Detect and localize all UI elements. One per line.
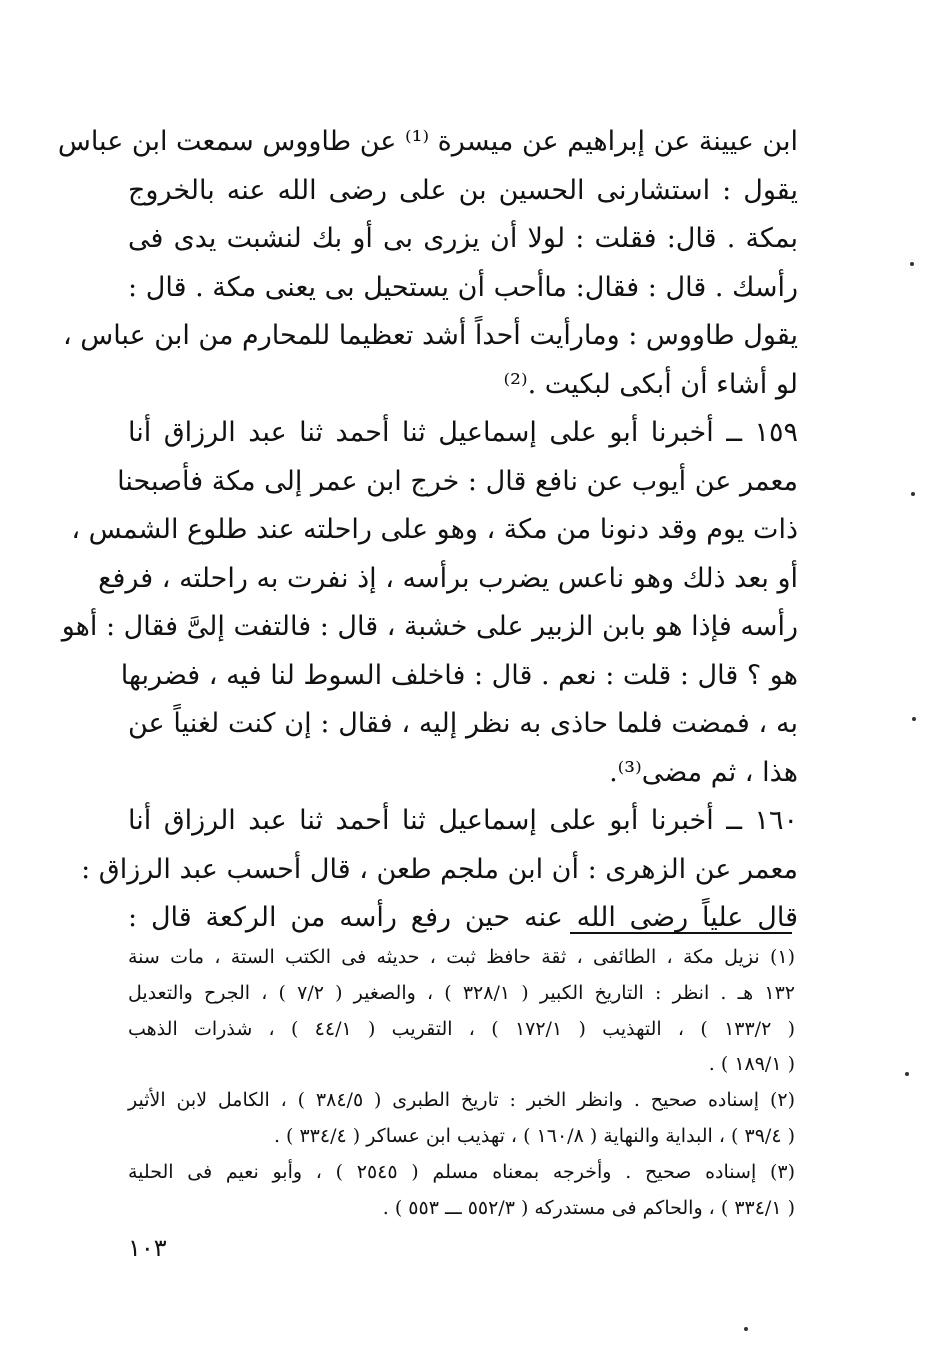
text-line: قال علياً رضى الله عنه حين رفع رأسه من الركعة قال : <box>128 902 798 933</box>
text-line: معمر عن أيوب عن نافع قال : خرج ابن عمر إلى مكة فأصبحنا <box>117 465 798 497</box>
text-line: يقول طاووس : ومارأيت أحداً أشد تعظيما للمحارم من ابن عباس ، <box>62 320 798 351</box>
text-line: هذا ، ثم مضى⁽³⁾. <box>609 756 798 788</box>
text-line: يقول : استشارنى الحسين بن على رضى الله عنه بالخروج <box>128 174 798 206</box>
text-line: رأسه فإذا هو بابن الزبير على خشبة ، قال : فالتفت إلىَّ فقال : أهو <box>61 611 798 642</box>
text-line: لو أشاء أن أبكى لبكيت .⁽²⁾ <box>503 368 798 400</box>
footnote-line: (٣) إسناده صحيح . وأخرجه بمعناه مسلم ( ٢٥٤٥ ) ، وأبو نعيم فى الحلية <box>128 1160 795 1183</box>
text-line: أو بعد ذلك وهو ناعس يضرب برأسه ، إذ نفرت به راحلته ، فرفع <box>98 562 798 594</box>
footnote-line: (١) نزيل مكة ، الطائفى ، ثقة حافظ ثبت ، حديثه فى الكتب الستة ، مات سنة <box>128 946 795 968</box>
footnote-line: (٢) إسناده صحيح . وانظر الخبر : تاريخ الطبرى ( ٣٨٤/٥ ) ، الكامل لابن الأثير <box>128 1089 795 1112</box>
text-line: ذات يوم وقد دنونا من مكة ، وهو على راحلته عند طلوع الشمس ، <box>71 514 798 545</box>
footnote-line: ( ١٨٩/١ ) . <box>708 1053 795 1076</box>
main-text <box>57 118 798 943</box>
hadith-159-line: ١٥٩ ــ أخبرنا أبو على إسماعيل ثنا أحمد ثنا عبد الرزاق أنا <box>128 417 798 448</box>
footnotes <box>128 940 795 1226</box>
text-line: معمر عن الزهرى : أن ابن ملجم طعن ، قال أحسب عبد الرزاق : <box>81 853 798 885</box>
text-line: بمكة . قال: فقلت : لولا أن يزرى بى أو بك لنشبت يدى فى <box>128 223 798 254</box>
footnote-divider <box>570 932 792 934</box>
scan-speck <box>911 492 915 496</box>
text-line: ابن عيينة عن إبراهيم عن ميسرة ⁽¹⁾ عن طاووس سمعت ابن عباس <box>57 126 798 157</box>
text-line: هو ؟ قال : قلت : نعم . قال : فاخلف السوط لنا فيه ، فضربها <box>120 659 798 691</box>
hadith-160-line: ١٦٠ ــ أخبرنا أبو على إسماعيل ثنا أحمد ثنا عبد الرزاق أنا <box>128 805 798 836</box>
text-line: رأسك . قال : فقال: ماأحب أن يستحيل بى يعنى مكة . قال : <box>128 271 798 303</box>
footnote-line: ( ٣٩/٤ ) ، البداية والنهاية ( ١٦٠/٨ ) ، تهذيب ابن عساكر ( ٣٣٤/٤ ) . <box>273 1124 795 1147</box>
footnote-line: ( ١٣٣/٢ ) ، التهذيب ( ١٧٢/١ ) ، التقريب ( ٤٤/١ ) ، شذرات الذهب <box>128 1017 795 1040</box>
scan-speck <box>910 262 914 266</box>
footnote-line: ( ٣٣٤/١ ) ، والحاكم فى مستدركه ( ٥٥٢/٣ ـــ ٥٥٣ ) . <box>382 1196 795 1219</box>
scan-speck <box>905 1072 909 1076</box>
footnote-line: ١٣٢ هـ . انظر : التاريخ الكبير ( ٣٢٨/١ ) ، والصغير ( ٧/٢ ) ، الجرح والتعديل <box>128 981 795 1004</box>
text-line: به ، فمضت فلما حاذى به نظر إليه ، فقال : إن كنت لغنياً عن <box>128 708 798 739</box>
page-number: ١٠٣ <box>128 1234 167 1262</box>
scan-speck <box>744 1327 748 1331</box>
scan-speck <box>912 717 916 721</box>
